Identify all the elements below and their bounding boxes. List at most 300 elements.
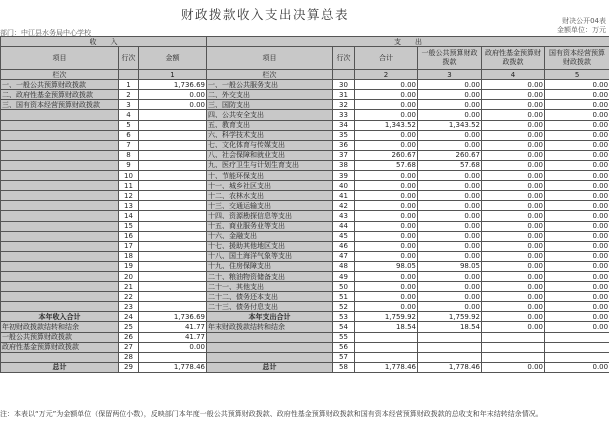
gov-fund-amount: 0.00 xyxy=(482,191,545,201)
gov-fund-amount: 0.00 xyxy=(482,140,545,150)
total-amount: 0.00 xyxy=(355,251,418,261)
expense-item: 本年支出合计 xyxy=(207,312,333,322)
general-budget-amount: 0.00 xyxy=(418,271,482,281)
general-budget-amount: 1,759.92 xyxy=(418,312,482,322)
report-table xyxy=(0,36,609,373)
income-row-no: 26 xyxy=(119,332,139,342)
gov-fund-amount: 0.00 xyxy=(482,312,545,322)
lanci-label-income: 栏次 xyxy=(1,70,119,80)
expense-row-no: 56 xyxy=(333,342,355,352)
state-capital-amount: 0.00 xyxy=(545,241,609,251)
gov-fund-amount: 0.00 xyxy=(482,292,545,302)
table-row xyxy=(1,302,609,312)
expense-row-no: 39 xyxy=(333,171,355,181)
general-budget-amount xyxy=(418,332,482,342)
table-row xyxy=(1,322,609,332)
expense-row-no: 37 xyxy=(333,150,355,160)
col-index-1: 1 xyxy=(139,70,207,80)
gov-fund-amount: 0.00 xyxy=(482,251,545,261)
total-amount xyxy=(355,332,418,342)
gov-fund-amount: 0.00 xyxy=(482,362,545,372)
general-budget-amount: 1,343.52 xyxy=(418,120,482,130)
total-amount: 1,778.46 xyxy=(355,362,418,372)
general-budget-amount: 57.68 xyxy=(418,160,482,170)
general-budget-amount: 0.00 xyxy=(418,241,482,251)
state-capital-amount: 0.00 xyxy=(545,251,609,261)
table-row xyxy=(1,362,609,372)
general-budget-amount: 0.00 xyxy=(418,211,482,221)
income-row-no: 22 xyxy=(119,292,139,302)
state-capital-amount: 0.00 xyxy=(545,322,609,332)
general-budget-amount: 18.54 xyxy=(418,322,482,332)
total-amount: 18.54 xyxy=(355,322,418,332)
state-capital-header: 国有资本经营预算财政拨款 xyxy=(545,47,609,70)
expense-row-no: 34 xyxy=(333,120,355,130)
total-amount: 260.67 xyxy=(355,150,418,160)
state-capital-amount: 0.00 xyxy=(545,140,609,150)
general-budget-amount: 0.00 xyxy=(418,191,482,201)
col-index-5: 5 xyxy=(545,70,609,80)
income-item: 三、国有资本经营预算财政拨款 xyxy=(1,100,119,110)
expense-item: 二十三、债务付息支出 xyxy=(207,302,333,312)
income-row-no: 16 xyxy=(119,231,139,241)
col-index-4: 4 xyxy=(482,70,545,80)
total-amount: 57.68 xyxy=(355,160,418,170)
income-item xyxy=(1,130,119,140)
expense-row-no: 40 xyxy=(333,181,355,191)
expense-item: 十三、交通运输支出 xyxy=(207,201,333,211)
income-item: 一、一般公共预算财政拨款 xyxy=(1,80,119,90)
column-index-row xyxy=(1,70,609,80)
income-amount: 1,736.69 xyxy=(139,80,207,90)
state-capital-amount: 0.00 xyxy=(545,150,609,160)
report-code-text: 财决公开04表 xyxy=(562,17,606,25)
table-row xyxy=(1,80,609,90)
total-amount: 0.00 xyxy=(355,282,418,292)
table-row xyxy=(1,271,609,281)
income-amount-header: 金额 xyxy=(139,47,207,70)
gov-fund-amount: 0.00 xyxy=(482,302,545,312)
income-row-no: 24 xyxy=(119,312,139,322)
col-index-2: 2 xyxy=(355,70,418,80)
expense-item: 五、教育支出 xyxy=(207,120,333,130)
income-item xyxy=(1,241,119,251)
expense-row-no: 31 xyxy=(333,90,355,100)
state-capital-amount: 0.00 xyxy=(545,211,609,221)
income-item xyxy=(1,211,119,221)
expense-item: 十、节能环保支出 xyxy=(207,171,333,181)
general-budget-amount: 0.00 xyxy=(418,80,482,90)
income-row-no: 7 xyxy=(119,140,139,150)
general-budget-amount: 0.00 xyxy=(418,140,482,150)
total-amount: 0.00 xyxy=(355,171,418,181)
income-row-no: 21 xyxy=(119,282,139,292)
gov-fund-amount: 0.00 xyxy=(482,201,545,211)
state-capital-amount: 0.00 xyxy=(545,362,609,372)
income-item xyxy=(1,292,119,302)
gov-fund-amount: 0.00 xyxy=(482,150,545,160)
expense-item: 八、社会保障和就业支出 xyxy=(207,150,333,160)
income-item: 本年收入合计 xyxy=(1,312,119,322)
income-row-no: 17 xyxy=(119,241,139,251)
income-row-no: 25 xyxy=(119,322,139,332)
income-row-no: 29 xyxy=(119,362,139,372)
general-budget-amount: 0.00 xyxy=(418,231,482,241)
gov-fund-amount: 0.00 xyxy=(482,261,545,271)
total-amount: 0.00 xyxy=(355,231,418,241)
total-amount xyxy=(355,352,418,362)
income-item xyxy=(1,302,119,312)
income-item xyxy=(1,251,119,261)
expense-row-no: 57 xyxy=(333,352,355,362)
expense-item xyxy=(207,352,333,362)
total-amount xyxy=(355,342,418,352)
income-item xyxy=(1,271,119,281)
expense-item: 十五、商业服务业等支出 xyxy=(207,221,333,231)
income-row-no: 5 xyxy=(119,120,139,130)
general-budget-amount: 0.00 xyxy=(418,282,482,292)
table-row xyxy=(1,352,609,362)
gov-fund-amount: 0.00 xyxy=(482,90,545,100)
income-amount xyxy=(139,292,207,302)
table-row xyxy=(1,110,609,120)
gov-fund-amount: 0.00 xyxy=(482,231,545,241)
expense-row-no: 42 xyxy=(333,201,355,211)
income-row-no: 20 xyxy=(119,271,139,281)
income-row-no: 13 xyxy=(119,201,139,211)
general-budget-amount: 1,778.46 xyxy=(418,362,482,372)
income-amount xyxy=(139,120,207,130)
income-row-no: 15 xyxy=(119,221,139,231)
income-item xyxy=(1,282,119,292)
gov-fund-amount xyxy=(482,332,545,342)
general-budget-amount: 0.00 xyxy=(418,100,482,110)
total-amount: 0.00 xyxy=(355,191,418,201)
expense-item xyxy=(207,342,333,352)
expense-item: 十六、金融支出 xyxy=(207,231,333,241)
income-item xyxy=(1,231,119,241)
expense-item: 二十、粮油物资储备支出 xyxy=(207,271,333,281)
income-row-header: 行次 xyxy=(119,47,139,70)
expense-row-no: 53 xyxy=(333,312,355,322)
table-row xyxy=(1,342,609,352)
income-item: 一般公共预算财政拨款 xyxy=(1,332,119,342)
income-amount xyxy=(139,181,207,191)
expense-item: 年末财政拨款结转和结余 xyxy=(207,322,333,332)
col-index-3: 3 xyxy=(418,70,482,80)
expense-item: 十九、住房保障支出 xyxy=(207,261,333,271)
income-item xyxy=(1,110,119,120)
income-item: 政府性基金预算财政拨款 xyxy=(1,342,119,352)
expense-row-no: 33 xyxy=(333,110,355,120)
section-header-row xyxy=(1,37,609,47)
total-amount: 0.00 xyxy=(355,80,418,90)
gov-fund-amount: 0.00 xyxy=(482,120,545,130)
income-amount xyxy=(139,201,207,211)
income-amount: 0.00 xyxy=(139,100,207,110)
table-row xyxy=(1,150,609,160)
income-row-no: 28 xyxy=(119,352,139,362)
expense-item: 一、一般公共服务支出 xyxy=(207,80,333,90)
state-capital-amount: 0.00 xyxy=(545,90,609,100)
table-row xyxy=(1,312,609,322)
unit-label: 金额单位：万元 xyxy=(557,26,606,34)
income-item-header: 项目 xyxy=(1,47,119,70)
expense-item-header: 项目 xyxy=(207,47,333,70)
report-title: 财政拨款收入支出决算总表 xyxy=(180,7,349,22)
income-item xyxy=(1,181,119,191)
income-amount xyxy=(139,221,207,231)
income-item xyxy=(1,171,119,181)
state-capital-amount: 0.00 xyxy=(545,130,609,140)
expense-row-no: 55 xyxy=(333,332,355,342)
total-amount: 0.00 xyxy=(355,181,418,191)
gov-fund-amount: 0.00 xyxy=(482,130,545,140)
income-row-no: 19 xyxy=(119,261,139,271)
expense-row-no: 44 xyxy=(333,221,355,231)
income-row-no: 11 xyxy=(119,181,139,191)
income-amount xyxy=(139,171,207,181)
total-amount: 0.00 xyxy=(355,302,418,312)
general-budget-header: 一般公共预算财政拨款 xyxy=(418,47,482,70)
gov-fund-amount: 0.00 xyxy=(482,241,545,251)
gov-fund-amount xyxy=(482,342,545,352)
general-budget-amount: 0.00 xyxy=(418,130,482,140)
state-capital-amount: 0.00 xyxy=(545,120,609,130)
total-amount: 0.00 xyxy=(355,241,418,251)
income-amount xyxy=(139,261,207,271)
income-row-no: 23 xyxy=(119,302,139,312)
income-item: 二、政府性基金预算财政拨款 xyxy=(1,90,119,100)
state-capital-amount: 0.00 xyxy=(545,110,609,120)
general-budget-amount: 0.00 xyxy=(418,171,482,181)
table-row xyxy=(1,211,609,221)
state-capital-amount: 0.00 xyxy=(545,191,609,201)
income-amount xyxy=(139,160,207,170)
table-row xyxy=(1,231,609,241)
expense-item xyxy=(207,332,333,342)
income-item: 年初财政拨款结转和结余 xyxy=(1,322,119,332)
total-amount: 98.05 xyxy=(355,261,418,271)
table-row xyxy=(1,201,609,211)
total-header: 合计 xyxy=(355,47,418,70)
gov-fund-amount: 0.00 xyxy=(482,181,545,191)
gov-fund-amount: 0.00 xyxy=(482,80,545,90)
expense-item: 十四、资源勘探信息等支出 xyxy=(207,211,333,221)
column-header-row xyxy=(1,47,609,70)
gov-fund-amount: 0.00 xyxy=(482,211,545,221)
income-amount xyxy=(139,302,207,312)
income-amount xyxy=(139,251,207,261)
total-amount: 0.00 xyxy=(355,90,418,100)
table-row xyxy=(1,282,609,292)
income-amount: 0.00 xyxy=(139,342,207,352)
income-amount: 1,736.69 xyxy=(139,312,207,322)
table-row xyxy=(1,90,609,100)
expense-item: 十七、援助其他地区支出 xyxy=(207,241,333,251)
table-row xyxy=(1,191,609,201)
lanci-label-expense: 栏次 xyxy=(207,70,333,80)
total-amount: 1,759.92 xyxy=(355,312,418,322)
gov-fund-amount: 0.00 xyxy=(482,110,545,120)
lanci-blank-income xyxy=(119,70,139,80)
state-capital-amount: 0.00 xyxy=(545,201,609,211)
total-amount: 0.00 xyxy=(355,271,418,281)
total-amount: 0.00 xyxy=(355,140,418,150)
expense-item: 六、科学技术支出 xyxy=(207,130,333,140)
expense-row-no: 58 xyxy=(333,362,355,372)
income-amount xyxy=(139,352,207,362)
income-section-header: 收 入 xyxy=(1,37,207,47)
expense-row-no: 41 xyxy=(333,191,355,201)
table-row xyxy=(1,120,609,130)
table-row xyxy=(1,261,609,271)
state-capital-amount: 0.00 xyxy=(545,80,609,90)
state-capital-amount: 0.00 xyxy=(545,221,609,231)
income-item xyxy=(1,140,119,150)
lanci-blank-expense xyxy=(333,70,355,80)
expense-row-no: 35 xyxy=(333,130,355,140)
state-capital-amount: 0.00 xyxy=(545,261,609,271)
income-amount: 0.00 xyxy=(139,90,207,100)
gov-fund-amount: 0.00 xyxy=(482,322,545,332)
expense-row-no: 38 xyxy=(333,160,355,170)
income-item xyxy=(1,352,119,362)
expense-row-no: 36 xyxy=(333,140,355,150)
income-amount xyxy=(139,282,207,292)
total-amount: 0.00 xyxy=(355,110,418,120)
general-budget-amount: 0.00 xyxy=(418,201,482,211)
expense-row-no: 49 xyxy=(333,271,355,281)
expense-row-no: 45 xyxy=(333,231,355,241)
total-amount: 0.00 xyxy=(355,221,418,231)
income-item xyxy=(1,201,119,211)
general-budget-amount: 98.05 xyxy=(418,261,482,271)
general-budget-amount: 0.00 xyxy=(418,292,482,302)
table-row xyxy=(1,100,609,110)
income-amount xyxy=(139,140,207,150)
income-amount: 1,778.46 xyxy=(139,362,207,372)
income-amount xyxy=(139,130,207,140)
table-row xyxy=(1,160,609,170)
expense-item: 二十一、其他支出 xyxy=(207,282,333,292)
expense-row-no: 30 xyxy=(333,80,355,90)
gov-fund-header: 政府性基金预算财政拨款 xyxy=(482,47,545,70)
general-budget-amount xyxy=(418,342,482,352)
income-row-no: 9 xyxy=(119,160,139,170)
income-item xyxy=(1,221,119,231)
table-row xyxy=(1,251,609,261)
state-capital-amount xyxy=(545,342,609,352)
table-row xyxy=(1,221,609,231)
department-label: 部门：中江县水务局中心学校 xyxy=(0,29,91,37)
general-budget-amount: 0.00 xyxy=(418,110,482,120)
income-amount xyxy=(139,271,207,281)
expense-row-header: 行次 xyxy=(333,47,355,70)
income-row-no: 14 xyxy=(119,211,139,221)
gov-fund-amount xyxy=(482,352,545,362)
state-capital-amount: 0.00 xyxy=(545,292,609,302)
table-row xyxy=(1,140,609,150)
expense-item: 四、公共安全支出 xyxy=(207,110,333,120)
general-budget-amount: 260.67 xyxy=(418,150,482,160)
income-item xyxy=(1,150,119,160)
expense-row-no: 46 xyxy=(333,241,355,251)
income-item xyxy=(1,191,119,201)
income-amount xyxy=(139,211,207,221)
income-row-no: 27 xyxy=(119,342,139,352)
income-row-no: 4 xyxy=(119,110,139,120)
expense-row-no: 51 xyxy=(333,292,355,302)
income-amount xyxy=(139,191,207,201)
expense-row-no: 32 xyxy=(333,100,355,110)
state-capital-amount xyxy=(545,352,609,362)
income-row-no: 12 xyxy=(119,191,139,201)
general-budget-amount: 0.00 xyxy=(418,302,482,312)
state-capital-amount: 0.00 xyxy=(545,302,609,312)
table-row xyxy=(1,171,609,181)
general-budget-amount xyxy=(418,352,482,362)
gov-fund-amount: 0.00 xyxy=(482,160,545,170)
expense-item: 二、外交支出 xyxy=(207,90,333,100)
expense-item: 二十二、债务还本支出 xyxy=(207,292,333,302)
income-item xyxy=(1,160,119,170)
state-capital-amount: 0.00 xyxy=(545,312,609,322)
expense-row-no: 43 xyxy=(333,211,355,221)
total-amount: 1,343.52 xyxy=(355,120,418,130)
income-row-no: 3 xyxy=(119,100,139,110)
state-capital-amount: 0.00 xyxy=(545,231,609,241)
income-row-no: 6 xyxy=(119,130,139,140)
total-amount: 0.00 xyxy=(355,100,418,110)
income-amount: 41.77 xyxy=(139,322,207,332)
footnote: 注：本表以“万元”为金额单位（保留两位小数），反映部门本年度一般公共预算财政拨款、政府性基金预算财政拨款和国有资本经营预算财政拨款的总收支和年末结转结余情况。 xyxy=(0,410,543,418)
general-budget-amount: 0.00 xyxy=(418,181,482,191)
table-row xyxy=(1,332,609,342)
expense-item: 十一、城乡社区支出 xyxy=(207,181,333,191)
income-amount xyxy=(139,110,207,120)
total-amount: 0.00 xyxy=(355,292,418,302)
state-capital-amount: 0.00 xyxy=(545,181,609,191)
expense-item: 总计 xyxy=(207,362,333,372)
expense-row-no: 52 xyxy=(333,302,355,312)
state-capital-amount: 0.00 xyxy=(545,282,609,292)
state-capital-amount: 0.00 xyxy=(545,100,609,110)
expense-item: 三、国防支出 xyxy=(207,100,333,110)
gov-fund-amount: 0.00 xyxy=(482,221,545,231)
expense-row-no: 48 xyxy=(333,261,355,271)
table-row xyxy=(1,241,609,251)
income-amount xyxy=(139,150,207,160)
state-capital-amount: 0.00 xyxy=(545,271,609,281)
general-budget-amount: 0.00 xyxy=(418,221,482,231)
total-amount: 0.00 xyxy=(355,130,418,140)
expense-item: 九、医疗卫生与计划生育支出 xyxy=(207,160,333,170)
report-code xyxy=(557,17,606,35)
state-capital-amount: 0.00 xyxy=(545,160,609,170)
total-amount: 0.00 xyxy=(355,201,418,211)
expense-item: 七、文化体育与传媒支出 xyxy=(207,140,333,150)
income-amount xyxy=(139,231,207,241)
gov-fund-amount: 0.00 xyxy=(482,271,545,281)
income-row-no: 18 xyxy=(119,251,139,261)
expense-row-no: 47 xyxy=(333,251,355,261)
income-row-no: 8 xyxy=(119,150,139,160)
gov-fund-amount: 0.00 xyxy=(482,282,545,292)
income-row-no: 2 xyxy=(119,90,139,100)
income-item: 总计 xyxy=(1,362,119,372)
table-row xyxy=(1,292,609,302)
